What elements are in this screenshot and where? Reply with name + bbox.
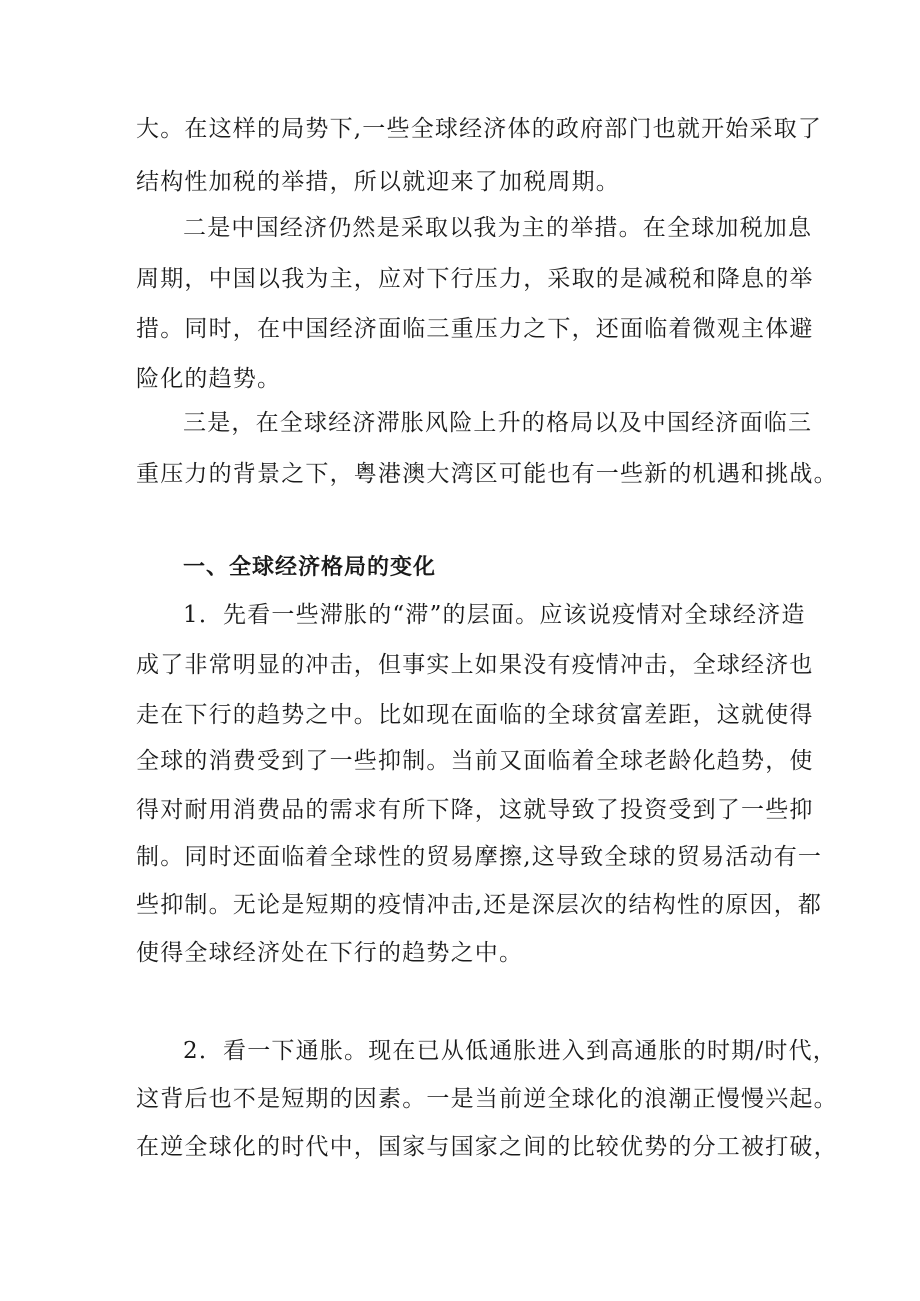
text-line: 三是，在全球经济滞胀风险上升的格局以及中国经济面临三 — [183, 410, 813, 436]
text-line: 周期，中国以我为主，应对下行压力，采取的是减税和降息的举 — [136, 266, 814, 292]
text-line: 措。同时，在中国经济面临三重压力之下，还面临着微观主体避 — [136, 316, 814, 342]
text-line: 些抑制。无论是短期的疫情冲击,还是深层次的结构性的原因，都 — [136, 892, 823, 918]
text-line: 1．先看一些滞胀的“滞”的层面。应该说疫情对全球经济造 — [183, 602, 806, 628]
text-line: 全球的消费受到了一些抑制。当前又面临着全球老龄化趋势，使 — [136, 748, 814, 774]
text-line: 制。同时还面临着全球性的贸易摩擦,这导致全球的贸易活动有一 — [136, 844, 823, 870]
text-line: 结构性加税的举措，所以就迎来了加税周期。 — [136, 169, 620, 195]
text-line: 走在下行的趋势之中。比如现在面临的全球贫富差距，这就使得 — [136, 702, 814, 728]
text-line: 成了非常明显的冲击，但事实上如果没有疫情冲击，全球经济也 — [136, 652, 814, 678]
text-line: 2．看一下通胀。现在已从低通胀进入到高通胀的时期/时代， — [183, 1038, 837, 1064]
text-line: 险化的趋势。 — [136, 366, 282, 392]
text-line: 使得全球经济处在下行的趋势之中。 — [136, 940, 524, 966]
text-line: 这背后也不是短期的因素。一是当前逆全球化的浪潮正慢慢兴起。 — [136, 1086, 838, 1112]
text-line: 重压力的背景之下，粤港澳大湾区可能也有一些新的机遇和挑战。 — [136, 461, 838, 487]
section-heading: 一、全球经济格局的变化 — [183, 555, 437, 580]
text-line: 在逆全球化的时代中，国家与国家之间的比较优势的分工被打破， — [136, 1134, 838, 1160]
text-line: 得对耐用消费品的需求有所下降，这就导致了投资受到了一些抑 — [136, 797, 814, 823]
text-line: 大。在这样的局势下,一些全球经济体的政府部门也就开始采取了 — [136, 116, 823, 142]
text-line: 二是中国经济仍然是采取以我为主的举措。在全球加税加息 — [183, 215, 813, 241]
